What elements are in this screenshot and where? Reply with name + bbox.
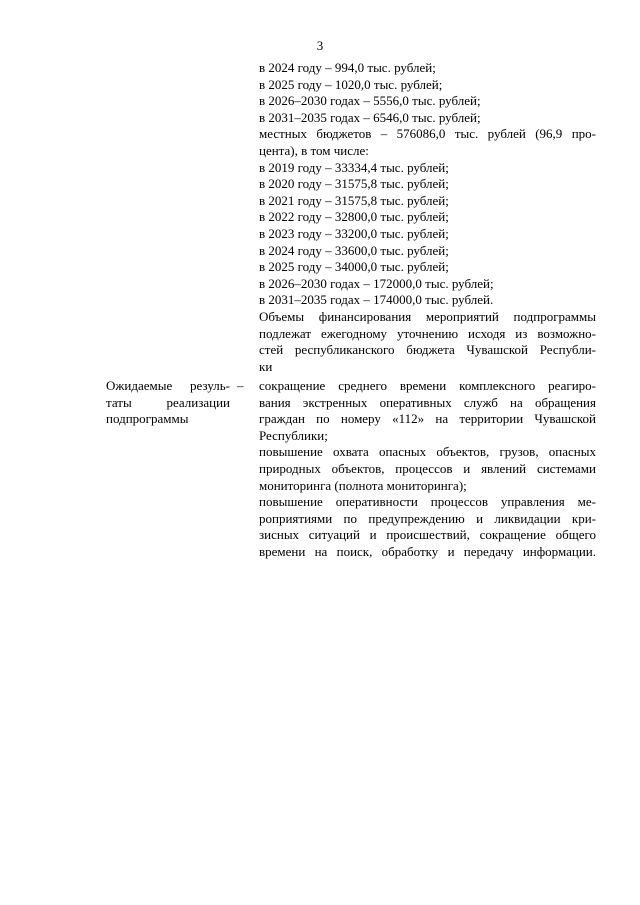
result-line: роприятиями по предупреждению и ликвидации кри-	[259, 510, 596, 526]
result-line: повышение охвата опасных объектов, грузов, опасных	[259, 444, 596, 460]
expected-results-label	[106, 378, 230, 428]
label-dash: –	[237, 378, 244, 393]
result-line: мониторинга (полнота мониторинга);	[259, 477, 467, 493]
local-funding-line: в 2026–2030 годах – 172000,0 тыс. рублей;	[259, 275, 494, 291]
expected-results-text	[259, 378, 596, 561]
label-line: таты реализации	[106, 394, 230, 410]
result-line: повышение оперативности процессов управления ме-	[259, 494, 596, 510]
result-line: сокращение среднего времени комплексного реагиро-	[259, 378, 596, 393]
local-funding-line: в 2020 году – 31575,8 тыс. рублей;	[259, 176, 449, 192]
result-line: времени на поиск, обработку и передачу информации.	[259, 543, 596, 559]
funding-note-line: подлежат ежегодному уточнению исходя из возможно-	[259, 325, 596, 341]
result-line: вания экстренных оперативных служб на обращения	[259, 394, 596, 410]
local-funding-line: в 2021 году – 31575,8 тыс. рублей;	[259, 192, 449, 208]
local-funding-line: в 2022 году – 32800,0 тыс. рублей;	[259, 209, 449, 225]
funding-note-line: стей республиканского бюджета Чувашской Республи-	[259, 342, 596, 358]
local-funding-line: в 2024 году – 33600,0 тыс. рублей;	[259, 242, 449, 258]
local-funding-line: в 2019 году – 33334,4 тыс. рублей;	[259, 159, 449, 175]
funding-note-line: ки	[259, 358, 273, 374]
result-line: природных объектов, процессов и явлений системами	[259, 460, 596, 476]
local-funding-line: в 2031–2035 годах – 174000,0 тыс. рублей.	[259, 292, 494, 308]
local-budgets-total-cont: цента), в том числе:	[259, 142, 369, 158]
funding-line: в 2026–2030 годах – 5556,0 тыс. рублей;	[259, 93, 481, 109]
result-line: Республики;	[259, 427, 328, 443]
label-line: Ожидаемые резуль-	[106, 378, 230, 393]
label-line: подпрограммы	[106, 411, 189, 427]
result-line: зисных ситуаций и происшествий, сокращение общего	[259, 527, 596, 543]
local-funding-line: в 2023 году – 33200,0 тыс. рублей;	[259, 225, 449, 241]
funding-line: в 2024 году – 994,0 тыс. рублей;	[259, 60, 436, 75]
funding-line: в 2031–2035 годах – 6546,0 тыс. рублей;	[259, 109, 481, 125]
page-number: 3	[316, 38, 324, 53]
funding-line: в 2025 году – 1020,0 тыс. рублей;	[259, 76, 443, 92]
local-funding-line: в 2025 году – 34000,0 тыс. рублей;	[259, 259, 449, 275]
funding-note-line: Объемы финансирования мероприятий подпрограммы	[259, 308, 596, 324]
result-line: граждан по номеру «112» на территории Чувашской	[259, 411, 596, 427]
funding-section	[259, 60, 596, 375]
local-budgets-total: местных бюджетов – 576086,0 тыс. рублей (96,9 про-	[259, 126, 596, 142]
